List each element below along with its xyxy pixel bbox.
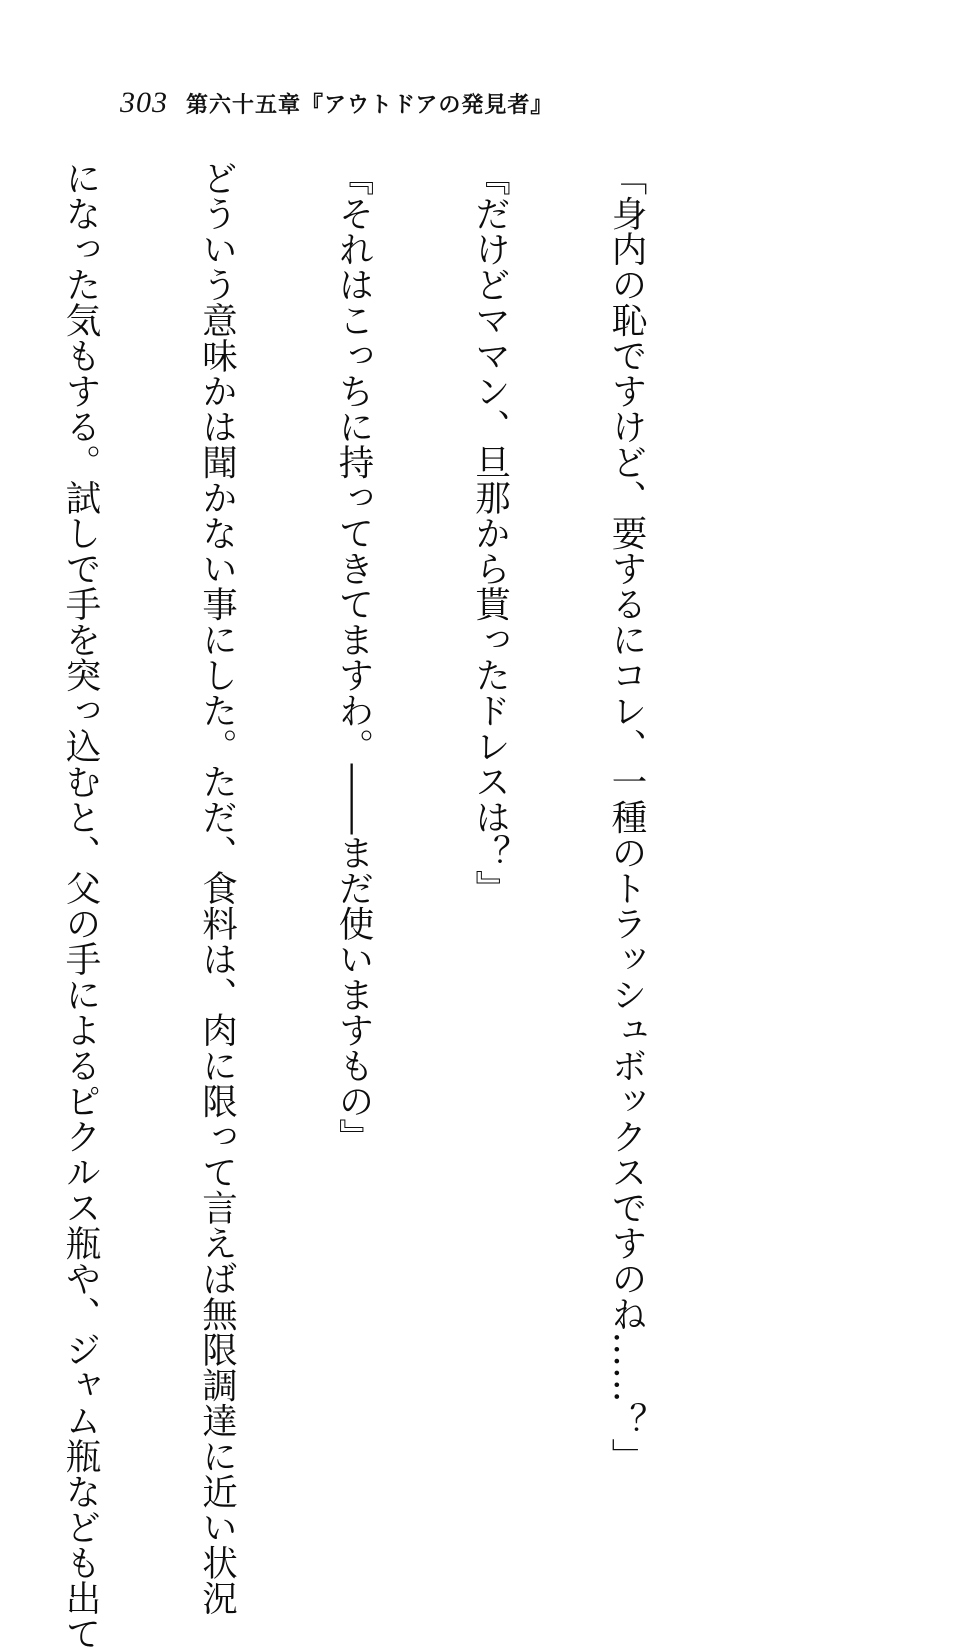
text-line: になった気もする。試しで手を突っ込むと、父の手によるピクルス瓶や、ジャム瓶なども出て	[60, 160, 101, 1651]
text-line: 『だけどママン、旦那から貰ったドレスは？』	[469, 160, 511, 906]
text-line: 「身内の恥ですけど、要するにコレ、一種のトラッシュボックスですのね……？」	[606, 160, 647, 1474]
text-line: 『それはこっちに持ってきてますわ。――まだ使いますもの』	[333, 160, 374, 1154]
page-number: 303	[120, 86, 168, 119]
text-line: どういう意味かは聞かない事にした。ただ、食料は、肉に限って言えば無限調達に近い状況	[196, 160, 238, 1616]
vertical-body-text	[60, 160, 740, 1651]
page-header	[120, 86, 553, 120]
chapter-title: 第六十五章『アウトドアの発見者』	[186, 92, 554, 118]
